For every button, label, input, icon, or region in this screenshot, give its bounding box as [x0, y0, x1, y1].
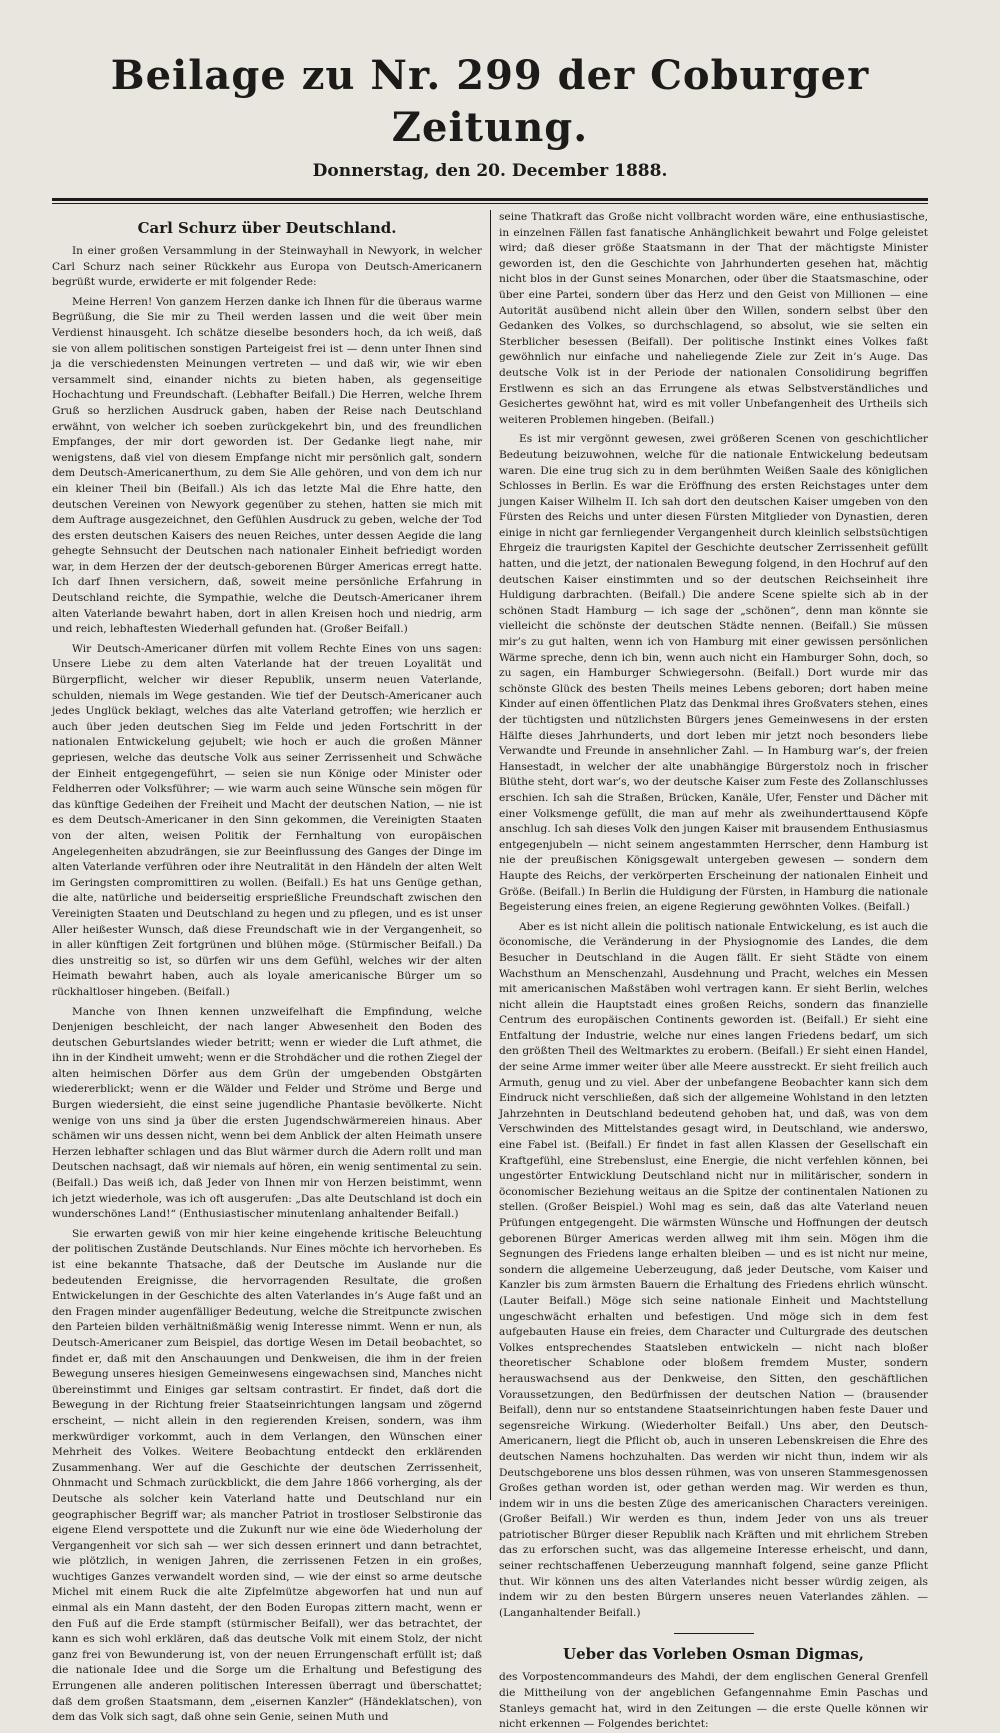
article-title-osman: Ueber das Vorleben Osman Digmas, — [563, 1645, 864, 1664]
left-column — [52, 210, 490, 1724]
schurz-paragraph: Wir Deutsch-Americaner dürfen mit vollem Rechte Eines von uns sagen: Unsere Liebe zu dem alten Vaterlande hat der treuen Loyalität und Bürgerpflicht, welcher wir dieser Republik, unserm neuen Vaterlande, schulden, niemals im Wege gestanden. Wie tief der Deutsch-Americaner auch jedes Unglück beklagt, welches das alte Vaterland getroffen; wie herzlich er auch über jeden deutschen Sieg im Felde und jeden Fortschritt in der nationalen Entwickelung gejubelt; wie hoch er auch die großen Männer gepriesen, welche das deutsche Volk aus seiner Zerrissenheit und Schwäche der Einheit entgegengeführt, — seien sie nun Könige oder Minister oder Feldherren oder Volksführer; — wie warm auch seine Wünsche sein mögen für das künftige Gedeihen der Freiheit und Macht der deutschen Nation, — nie ist es dem Deutsch-Americaner in den Sinn gekommen, die Vereinigten Staaten von der alten, weisen Politik der Fernhaltung von europäischen Angelegenheiten abzudrängen, sie zur Beeinflussung des Ganges der Dinge im alten Vaterlande verführen oder ihre Neutralität in den Händeln der alten Welt im Geringsten compromittiren zu wollen. (Beifall.) Es hat uns Genüge gethan, die alte, natürliche und beiderseitig ersprießliche Freundschaft zwischen den Vereinigten Staaten und Deutschland zu hegen und zu pflegen, und es ist unser Aller heißester Wunsch, daß diese Freundschaft wie in der Vergangenheit, so in aller künftigen Zeit fortgrünen und blühen möge. (Stürmischer Beifall.) Da dies unstreitig so ist, so dürfen wir uns dem Gefühl, welches wir der alten Heimath bewahrt haben, auch als loyale americanische Bürger um so rückhaltloser hingeben. (Beifall.) — [52, 642, 482, 998]
schurz-paragraph: Aber es ist nicht allein die politisch nationale Entwickelung, es ist auch die öconomische, die Veränderung in der Physiognomie des Landes, die dem Besucher in Deutschland in die Augen fällt. Er sieht Städte von einem Wachsthum an Menschenzahl, Ausdehnung und Pracht, welches ein Messen mit americanischen Maßstäben wohl vertragen kann. Er sieht Berlin, welches nicht allein die Hauptstadt eines großen Reichs, sondern das finanzielle Centrum des europäischen Continents geworden ist. (Beifall.) Er sieht eine Entfaltung der Industrie, welche nur eines langen Friedens bedarf, um sich den größten Theil des Weltmarktes zu erobern. (Beifall.) Er sieht einen Handel, der seine Arme immer weiter über alle Meere ausstreckt. Er sieht freilich auch Armuth, genug und zu viel. Aber der unbefangene Beobachter kann sich dem Eindruck nicht verschließen, daß sich der allgemeine Wohlstand in den letzten Jahrzehnten in Deutschland bedeutend gehoben hat, und daß, was von dem Verschwinden des Mittelstandes gesagt wird, in Deutschland, wie anderswo, eine Fabel ist. (Beifall.) Er findet in fast allen Klassen der Gesellschaft ein Kraftgefühl, eine Strebenslust, eine Energie, die nicht verfehlen können, bei ungestörter Entwicklung Deutschland nicht nur in militärischer, sondern in öconomischer Beziehung weitaus an die Spitze der continentalen Nationen zu stellen. (Großer Beispiel.) Wohl mag es sein, daß das alte Vaterland neuen Prüfungen entgegengeht. Die wärmsten Wünsche und Hoffnungen der deutsch geborenen Bürger Americas werden allweg mit ihm sein. Mögen ihm die Segnungen des Friedens lange erhalten bleiben — und es ist nicht nur meine, sondern die allgemeine Ueberzeugung, daß jeder Deutsche, vom Kaiser und Kanzler bis zum ärmsten Bauern die Erhaltung des Friedens ehrlich wünscht. (Lauter Beifall.) Möge sich seine nationale Einheit und Machtstellung ungeschwächt erhalten und befestigen. Und möge sich in dem fest aufgebauten Hause ein freies, dem Character und Culturgrade des deutschen Volkes entsprechendes Staatsleben entwickeln — nicht nach bloßer theoretischer Schablone oder bloßem fremdem Muster, sondern herauswachsend aus der Denkweise, den Sitten, den geschäftlichen Voraussetzungen, den Bedürfnissen der deutschen Nation — (brausender Beifall), denn nur so entstandene Staatseinrichtungen haben feste Dauer und segensreiche Wirkung. (Wiederholter Beifall.) Uns aber, den Deutsch-Americanern, liegt die Pflicht ob, auch in unseren Lebenskreisen die Ehre des deutschen Namens hochzuhalten. Das werden wir nicht thun, indem wir als Deutschgeborene uns blos dessen rühmen, was von unseren Stammesgenossen Großes gethan worden ist, oder gethan werden mag. Wir werden es thun, indem wir in uns die besten Züge des americanischen Characters vereinigen. (Großer Beifall.) Wir werden es thun, indem Jeder von uns als treuer patriotischer Bürger dieser Republik nach Kräften und mit ehrlichem Streben das zu erforschen sucht, was das allgemeine Interesse erheischt, und dann, seiner rechtschaffenen Ueberzeugung mannhaft folgend, seine ganze Pflicht thut. Wir können uns des alten Vaterlandes nicht besser würdig zeigen, als indem wir zu den besten Bürgern unseres neuen Vaterlandes zählen. — (Langanhaltender Beifall.) — [499, 920, 928, 1619]
masthead-title: Beilage zu Nr. 299 der Coburger Zeitung. — [110, 52, 870, 151]
schurz-paragraph: seine Thatkraft das Große nicht vollbracht worden wäre, eine enthusiastische, in einzelnen Fällen fast fanatische Anhänglichkeit bewahrt und Folge geleistet wird; daß dieser größe Staatsmann in der That der mächtigste Minister geworden ist, den die Geschichte von Jahrhunderten gesehen hat, mächtig nicht blos in der Gunst seines Monarchen, oder über die Staatsmaschine, oder über eine Partei, sondern über das Herz und den Geist von Millionen — eine Autorität ausübend nicht allein über den Willen, sondern selbst über den Gedanken des Volkes, so durchschlagend, so absolut, wie sie selten ein Sterblicher besessen (Beifall). Der politische Instinkt eines Volkes faßt gewöhnlich nur einfache und naheliegende Ziele zur Zeit in’s Auge. Das deutsche Volk ist in der Periode der nationalen Consolidirung begriffen Erstlwenn es sich an das Errungene als etwas Selbstverständliches und Gesichertes gewöhnt hat, wird es mit voller Unbefangenheit des Urtheils sich weiteren Problemen hingeben. (Beifall.) — [499, 211, 928, 426]
schurz-paragraph: Manche von Ihnen kennen unzweifelhaft die Empfindung, welche Denjenigen beschleicht, der nach langer Abwesenheit den Boden des deutschen Geburtslandes wieder betritt; wenn er wieder die Luft athmet, die ihn in der Kindheit umweht; wenn er die Strohdächer und die rothen Ziegel der alten heimischen Dörfer aus dem Grün der umgebenden Obstgärten wiedererblickt; wenn er die Wälder und Felder und Ströme und Berge und Burgen wiedersieht, die einst seine jugendliche Phantasie bevölkerte. Nicht wenige von uns sind ja über die ersten Jugendschwärmereien hinaus. Aber schämen wir uns dessen nicht, wenn bei dem Anblick der alten Heimath unsere Herzen lebhafter schlagen und das Blut wärmer durch die Adern rollt und man Deutschen nachsagt, daß wir niemals auf hören, ein wenig sentimental zu sein. (Beifall.) Das weiß ich, daß Jeder von Ihnen mir von Herzen beistimmt, wenn ich jetzt wiederhole, was ich oft ausgerufen: „Das alte Deutschland ist doch ein wunderschönes Land!“ (Enthusiastischer minutenlang anhaltender Beifall.) — [52, 1005, 482, 1221]
columns — [52, 210, 929, 1731]
masthead — [52, 50, 928, 182]
article-separator — [674, 1633, 754, 1634]
header-rule-thin — [52, 203, 928, 204]
schurz-paragraph: Es ist mir vergönnt gewesen, zwei größeren Scenen von geschichtlicher Bedeutung beizuwohnen, welche für die nationale Entwickelung bedeutsam waren. Die eine trug sich zu in dem berühmten Weißen Saale des königlichen Schlosses in Berlin. Es war die Eröffnung des ersten Reichstages unter dem jungen Kaiser Wilhelm II. Ich sah dort den deutschen Kaiser umgeben von den Fürsten des Reichs und unter diesen Fürsten Mitglieder von Dynastien, deren einige in nicht gar fernliegender Vergangenheit durch kleinlich selbstsüchtigen Ehrgeiz die traurigsten Kapitel der Geschichte deutscher Zerrissenheit gefüllt hatten, und die jetzt, der nationalen Bewegung folgend, in den Hochruf auf den deutschen Kaiser einstimmten und so der deutschen Reichseinheit ihre Huldigung darbrachten. (Beifall.) Die andere Scene spielte sich ab in der schönen Stadt Hamburg — ich sage der „schönen“, denn man könnte sie vielleicht die schönste der deutschen Städte nennen. (Beifall.) Sie müssen mir’s zu gut halten, wenn ich von Hamburg mit einer gewissen persönlichen Wärme spreche, denn ich bin, wenn auch nicht ein Hamburger Sohn, doch, so zu sagen, ein Hamburger Schwiegersohn. (Beifall.) Dort wurde mir das schönste Glück des besten Theils meines Lebens geboren; dort haben meine Kinder auf einen öffentlichen Platz das Denkmal ihres Großvaters stehen, eines der tüchtigsten und nützlichsten Bürgers jenes Gemeinwesens in der ersten Hälfte dieses Jahrhunderts, und dort leben mir jetzt noch besonders liebe Verwandte und Freunde in ansehnlicher Zahl. — In Hamburg war’s, der freien Hansestadt, in welcher der alte unabhängige Bürgerstolz noch in frischer Blüthe steht, dort war’s, wo der deutsche Kaiser zum Feste des Zollanschlusses erschien. Ich sah die Straßen, Brücken, Kanäle, Ufer, Fenster und Dächer mit einer Volksmenge gefüllt, die man auf mehr als zweihunderttausend Köpfe anschlug. Ich sah dieses Volk den jungen Kaiser mit brausendem Enthusiasmus entgegenjubeln — nicht seinem angestammten Herrscher, denn Hamburg ist nie der preußischen Königsgewalt untergeben gewesen — sondern dem Haupte des Reichs, der verkörperten Erscheinung der nationalen Einheit und Größe. (Beifall.) In Berlin die Huldigung der Fürsten, in Hamburg die nationale Begeisterung eines freien, an eigene Regierung gewöhnten Volkes. (Beifall.) — [499, 433, 929, 914]
osman-paragraph: des Vorpostencommandeurs des Mahdi, der dem englischen General Grenfell die Mittheilung von der angeblichen Gefangennahme Emin Paschas und Stanleys gemacht hat, wird in den Zeitungen — die erste Quelle können wir nicht erkennen — Folgendes berichtet: — [499, 1671, 928, 1731]
schurz-paragraph: Sie erwarten gewiß von mir hier keine eingehende kritische Beleuchtung der politischen Zustände Deutschlands. Nur Eines möchte ich hervorheben. Es ist eine bekannte Thatsache, daß der Deutsche im Auslande nur die bedeutenden Ereignisse, die hervorragenden Resultate, die großen Entwickelungen in der Geschichte des alten Vaterlandes in’s Auge faßt und an den Fragen minder augenfälliger Bedeutung, welche die Streitpuncte zwischen den Parteien bilden verhältnißmäßig wenig Interesse nimmt. Wenn er nun, als Deutsch-Americaner zum Beispiel, das dortige Wesen im Detail beobachtet, so findet er, daß mit den Anschauungen und Denkweisen, die ihm in der freien Bewegung unseres hiesigen Gemeinwesens eingewachsen sind, Manches nicht übereinstimmt und Einiges gar seltsam contrastirt. Er findet, daß dort die Bewegung in der Richtung freier Staatseinrichtungen langsam und zögernd erscheint, — nicht allein in den regierenden Kreisen, sondern, was ihm merkwürdiger vorkommt, auch in dem Verlangen, den Wünschen einer Mehrheit des Volkes. Weitere Beobachtung entdeckt den erklärenden Zusammenhang. Wer auf die Geschichte der deutschen Zerrissenheit, Ohnmacht und Schmach zurückblickt, die dem Jahre 1866 vorherging, als der Deutsche als solcher kein Vaterland hatte und Deutschland nur ein geographischer Begriff war; als mancher Patriot in trostloser Selbstironie das eigene Elend verspottete und die Zukunft nur wie eine öde Wiederholung der Vergangenheit vor sich sah — wer sich dessen erinnert und dann betrachtet, wie plötzlich, in wenigen Jahren, die zerrissenen Fetzen in ein großes, wuchtiges Ganzes verwandelt worden sind, — wie der einst so arme deutsche Michel mit einem Ruck die alte Zipfelmütze abgeworfen hat und nun auf einmal als ein Mann dasteht, der den Boden Europas zittern macht, wenn er den Fuß auf die Erde stampft (stürmischer Beifall), wer das betrachtet, der kann es sich wohl erklären, daß das deutsche Volk mit einem Stolz, der nicht ganz frei von Bewunderung ist, von der neuen Errungenschaft erfüllt ist; daß die nationale Idee und die Sorge um die Erhaltung und Befestigung des Errungenen alle anderen politischen Interessen überragt und überschattet; daß dem großen Staatsmann, dem „eisernen Kanzler“ (Händeklatschen), von dem das Volk sich sagt, daß ohne sein Genie, seinen Muth und — [52, 1227, 482, 1724]
masthead-date: Donnerstag, den 20. December 1888. — [312, 161, 668, 181]
schurz-paragraph: Meine Herren! Von ganzem Herzen danke ich Ihnen für die überaus warme Begrüßung, die Sie mir zu Theil werden lassen und die weit über mein Verdienst hinausgeht. Ich schätze dieselbe besonders hoch, da ich weiß, daß sie von allem politischen sonstigen Parteigeist frei ist — denn unter Ihnen sind ja die verschiedensten Meinungen vertreten — und daß wir, wie wir eben versammelt sind, einander nichts zu bieten haben, als gegenseitige Hochachtung und Freundschaft. (Lebhafter Beifall.) Die Herren, welche Ihrem Gruß so herzlichen Ausdruck gaben, haben der Reise nach Deutschland erwähnt, von welcher ich soeben zurückgekehrt bin, und des freundlichen Empfanges, der mir dort geworden ist. Der Gedanke liegt nahe, mir wenigstens, daß viel von diesem Empfange nicht mir persönlich galt, sondern dem Deutsch-Americanerthum, zu dem Sie Alle gehören, und von dem ich nur ein kleiner Theil bin (Beifall.) Als ich das letzte Mal die Ehre hatte, den deutschen Vereinen von Newyork gegenüber zu stehen, hatten sie mich mit dem Auftrage ausgezeichnet, den Gefühlen Ausdruck zu geben, welche der Tod des ersten deutschen Kaisers des neuen Reiches, unter dessen Aegide die lang gehegte Sehnsucht der Deutschen nach nationaler Einheit befriedigt worden war, in dem Herzen der der deutsch-geborenen Bürger Americas erregt hatte. Ich darf Ihnen versichern, daß, soweit meine persönliche Erfahrung in Deutschland reichte, die Sympathie, welche die Deutsch-Americaner ihrem alten Vaterlande bewahrt haben, dort in allen Kreisen hoch und niedrig, arm und reich, lebhaftesten Wiederhall gefunden hat. (Großer Beifall.) — [52, 295, 482, 636]
header-rule-thick — [52, 198, 928, 201]
article-title-schurz: Carl Schurz über Deutschland. — [137, 219, 397, 237]
schurz-paragraph: In einer großen Versammlung in der Steinwayhall in Newyork, in welcher Carl Schurz nach seiner Rückkehr aus Europa von Deutsch-Americanern begrüßt wurde, erwiderte er mit folgender Rede: — [52, 245, 482, 289]
right-column — [490, 210, 929, 1731]
